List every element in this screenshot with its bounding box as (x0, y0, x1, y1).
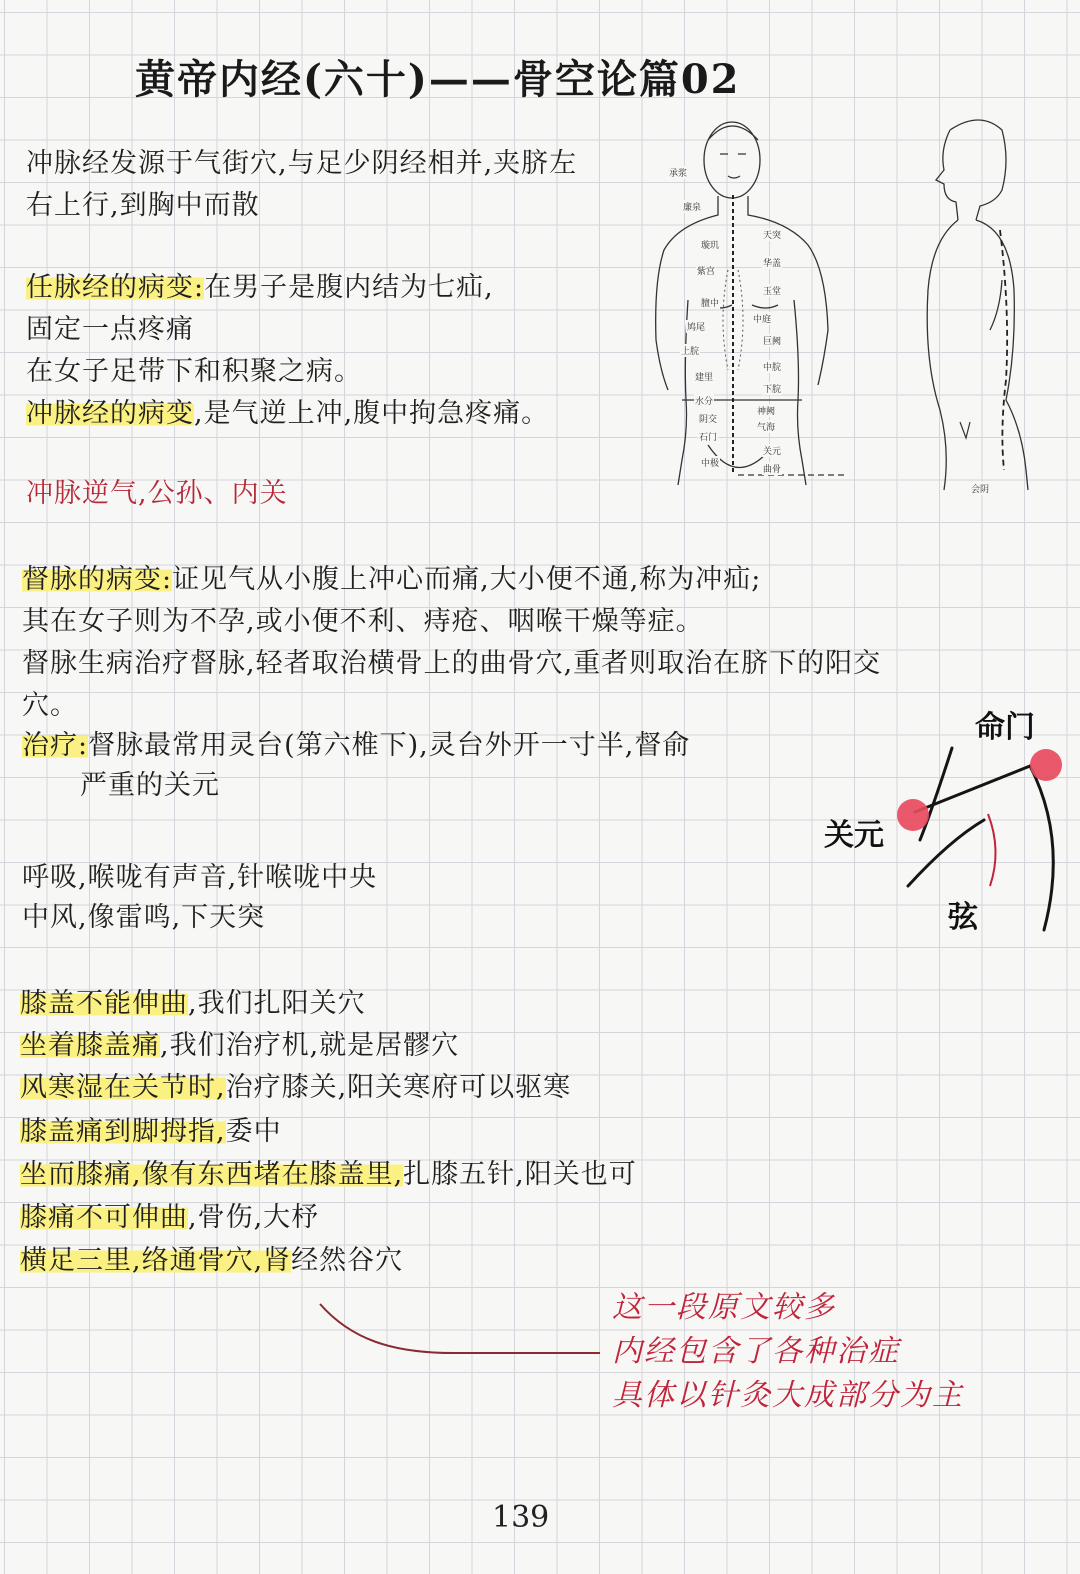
text-run: 严重的关元 (80, 770, 220, 801)
text-run: 在男子是腹内结为七疝, (204, 272, 494, 303)
anatomy-side-figure (910, 110, 1050, 510)
text-run: 中风,像雷鸣,下天突 (22, 902, 266, 933)
note-line (20, 986, 366, 1022)
figure-tag: 紫宫 (697, 266, 716, 276)
figure-tag: 下脘 (763, 384, 782, 394)
note-line (22, 860, 377, 896)
text-run: 督脉生病治疗督脉,轻者取治横骨上的曲骨穴,重者则取治在脐下的阳交 (22, 648, 882, 679)
highlighted-text: 膝盖痛到脚拇指, (20, 1116, 226, 1147)
text-run: ,是气逆上冲,腹中拘急疼痛。 (194, 398, 550, 429)
note-line (20, 1070, 571, 1106)
mingmen-dot (1030, 749, 1062, 781)
note-line (22, 562, 761, 598)
note-line (20, 1200, 319, 1236)
note-line (22, 646, 881, 682)
figure-tag: 关元 (763, 446, 782, 456)
text-run: ,我们治疗机,就是居髎穴 (160, 1030, 460, 1061)
note-line (26, 396, 549, 432)
note-line (20, 1114, 282, 1150)
text-run: 治疗膝关,阳关寒府可以驱寒 (225, 1072, 572, 1103)
figure-tag: 天突 (763, 230, 782, 240)
highlighted-text: 坐着膝盖痛 (20, 1030, 160, 1061)
text-run: 经然谷穴 (291, 1245, 404, 1276)
text-run: 固定一点疼痛 (26, 314, 194, 345)
page-number: 139 (492, 1500, 550, 1535)
text-run: 其在女子则为不孕,或小便不利、痔疮、咽喉干燥等症。 (22, 606, 704, 637)
note-line-red (26, 476, 288, 512)
annotation-arrow-curve (310, 1298, 610, 1378)
figure-tag: 承浆 (669, 168, 688, 178)
note-line (20, 1243, 403, 1279)
note-line (22, 604, 704, 640)
text-run: ,骨伤,大杼 (188, 1202, 320, 1233)
figure-tag: 廉泉 (683, 202, 702, 212)
note-line (80, 768, 220, 804)
highlighted-text: 横足三里,络通骨穴,肾 (20, 1245, 292, 1276)
figure-tag: 气海 (757, 422, 776, 432)
page-title: 黄帝内经(六十)——骨空论篇02 (135, 56, 741, 103)
note-line (26, 270, 494, 306)
annotation-line-3: 具体以针灸大成部分为主 (612, 1378, 964, 1413)
figure-tag: 建里 (695, 372, 714, 382)
note-line (26, 354, 362, 390)
text-run: 呼吸,喉咙有声音,针喉咙中央 (22, 862, 378, 893)
note-line (20, 1028, 459, 1064)
figure-tag: 中脘 (763, 362, 782, 372)
figure-tag: 会阴 (971, 484, 990, 494)
text-run: 冲脉逆气,公孙、内关 (26, 478, 288, 509)
text-run: 委中 (225, 1116, 282, 1147)
guanyuan-dot (897, 799, 929, 831)
figure-tag: 华盖 (763, 258, 782, 268)
figure-tag: 中庭 (753, 314, 772, 324)
figure-tag: 石门 (699, 432, 718, 442)
figure-tag: 膻中 (701, 298, 720, 308)
text-run: ,我们扎阳关穴 (188, 988, 366, 1019)
figure-tag: 上脘 (681, 346, 700, 356)
figure-tag: 璇玑 (701, 240, 720, 250)
highlighted-text: 治疗: (22, 730, 89, 761)
figure-tag: 曲骨 (763, 464, 782, 474)
guanyuan-mingmen-diagram (880, 730, 1080, 945)
highlighted-text: 膝痛不可伸曲 (20, 1202, 188, 1233)
text-run: 右上行,到胸中而散 (26, 190, 260, 221)
note-line (20, 1157, 637, 1193)
note-line (22, 900, 265, 936)
note-line (26, 312, 194, 348)
highlighted-text: 膝盖不能伸曲 (20, 988, 188, 1019)
text-run: 在女子足带下和积聚之病。 (26, 356, 362, 387)
text-run: 冲脉经发源于气街穴,与足少阴经相并,夹脐左 (26, 148, 578, 179)
annotation-line-1: 这一段原文较多 (612, 1290, 836, 1325)
text-run: 穴。 (22, 690, 78, 721)
text-run: 证见气从小腹上冲心而痛,大小便不通,称为冲疝; (172, 564, 762, 595)
label-guanyuan: 关元 (824, 819, 884, 852)
note-line (26, 146, 577, 182)
highlighted-text: 督脉的病变: (22, 564, 173, 595)
annotation-line-2: 内经包含了各种治症 (612, 1334, 900, 1369)
figure-tag: 鸠尾 (687, 322, 706, 332)
text-run: 督脉最常用灵台(第六椎下),灵台外开一寸半,督俞 (88, 730, 691, 761)
highlighted-text: 风寒湿在关节时, (20, 1072, 226, 1103)
note-line (22, 728, 690, 764)
figure-tag: 神阙 (757, 406, 776, 416)
note-line (22, 688, 78, 724)
highlighted-text: 坐而膝痛,像有东西堵在膝盖里, (20, 1159, 404, 1190)
highlighted-text: 任脉经的病变: (26, 272, 205, 303)
figure-tag: 阴交 (699, 414, 718, 424)
label-xian: 弦 (948, 901, 978, 934)
highlighted-text: 冲脉经的病变 (26, 398, 194, 429)
figure-tag: 巨阙 (763, 336, 782, 346)
figure-tag: 中极 (701, 458, 720, 468)
text-run: 扎膝五针,阳关也可 (403, 1159, 637, 1190)
note-line (26, 188, 260, 224)
figure-tag: 玉堂 (763, 286, 782, 296)
label-mingmen: 命门 (975, 711, 1035, 744)
figure-tag: 水分 (695, 396, 714, 406)
